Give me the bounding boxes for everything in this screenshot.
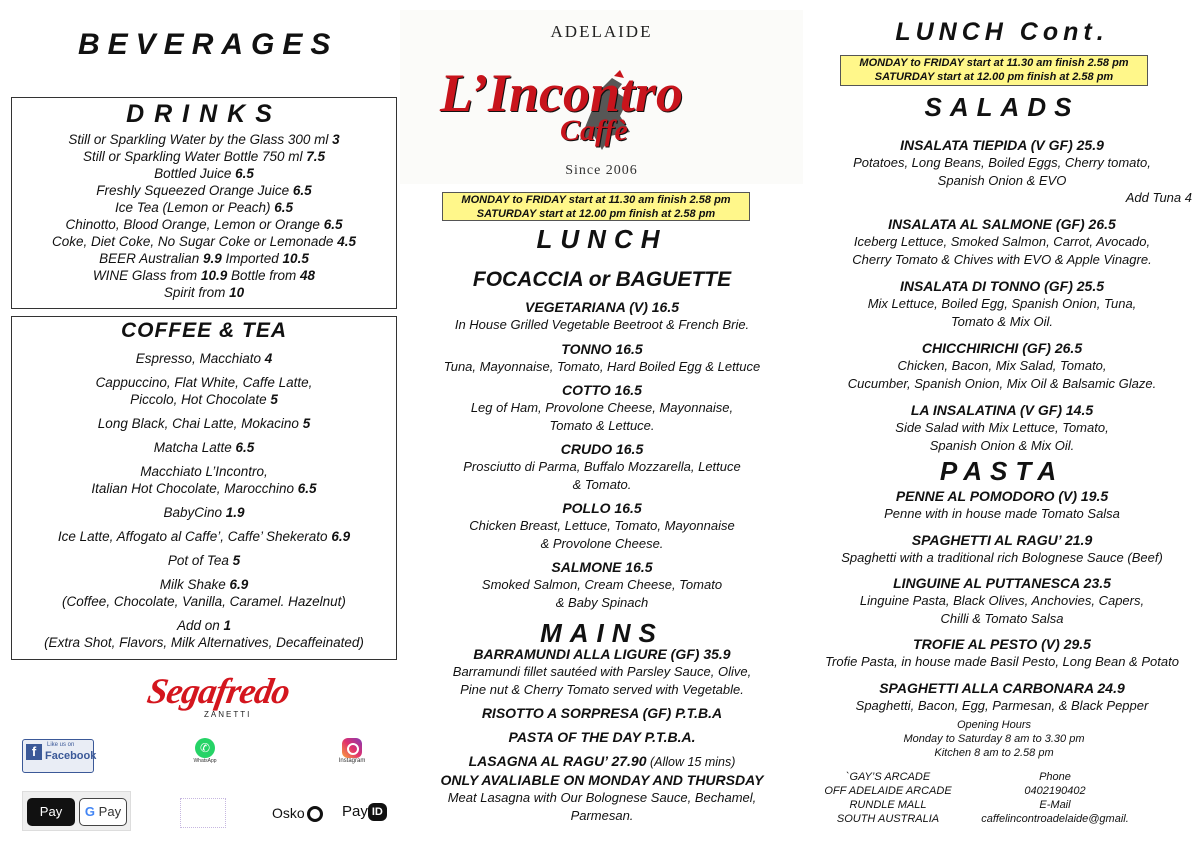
coffee-price: 6.5 bbox=[297, 481, 317, 496]
focaccia-desc: Prosciutto di Parma, Buffalo Mozzarella, Lettuce bbox=[463, 459, 741, 474]
mains-heading: MAINS bbox=[540, 618, 664, 648]
address-line: SOUTH AUSTRALIA bbox=[836, 813, 940, 825]
drink-item bbox=[12, 267, 396, 284]
pasta-item bbox=[804, 531, 1200, 567]
payment-box bbox=[22, 791, 131, 831]
coffee-tea-heading: COFFEE & TEA bbox=[120, 319, 287, 342]
opening-line-1: Monday to Saturday 8 am to 3.30 pm bbox=[903, 733, 1085, 745]
drink-item bbox=[12, 182, 396, 199]
address-line: RUNDLE MALL bbox=[849, 799, 927, 811]
focaccia-item bbox=[400, 298, 804, 334]
focaccia-desc: & Tomato. bbox=[572, 476, 632, 492]
facebook-badge[interactable] bbox=[22, 739, 97, 773]
lunch-cont-heading: LUNCH Cont. bbox=[895, 18, 1109, 46]
lunch-cont-column bbox=[804, 0, 1200, 848]
drinks-box bbox=[11, 97, 397, 309]
sponsor-name: Segafredo bbox=[144, 671, 293, 711]
drinks-list bbox=[12, 131, 396, 301]
coffee-line bbox=[12, 617, 396, 634]
coffee-price: 5 bbox=[232, 553, 241, 568]
apple-pay-label: Pay bbox=[39, 804, 63, 819]
pasta-title bbox=[804, 531, 1200, 549]
coffee-price: 5 bbox=[270, 392, 278, 407]
coffee-price: 4 bbox=[264, 351, 273, 366]
drink-name: BEER Australian bbox=[99, 251, 203, 266]
facebook-icon: f bbox=[26, 744, 42, 760]
main-name: BARRAMUNDI ALLA LIGURE (GF) 35.9 bbox=[473, 646, 731, 662]
drink-name-2: Imported bbox=[225, 251, 279, 266]
focaccia-name: POLLO 16.5 bbox=[562, 500, 642, 516]
salad-title bbox=[804, 277, 1200, 295]
focaccia-name: SALMONE 16.5 bbox=[551, 559, 653, 575]
coffee-name: Cappuccino, Flat White, Caffe Latte, bbox=[95, 375, 313, 390]
main-item bbox=[400, 728, 804, 746]
focaccia-title bbox=[400, 440, 804, 458]
drink-name-2: Bottle from bbox=[230, 268, 297, 283]
payid-label: Pay bbox=[342, 803, 368, 820]
main-item bbox=[400, 645, 804, 698]
pasta-title bbox=[804, 574, 1200, 592]
coffee-line bbox=[12, 552, 396, 569]
coffee-item bbox=[12, 374, 396, 408]
banner-saturday: SATURDAY start at 12.00 pm finish at 2.58 pm bbox=[874, 71, 1114, 83]
pasta-name: SPAGHETTI AL RAGU’ 21.9 bbox=[911, 531, 1093, 548]
drink-name: Coke, Diet Coke, No Sugar Coke or Lemonade bbox=[52, 234, 338, 249]
coffee-name: Ice Latte, Affogato al Caffe’, Caffe’ Shekerato bbox=[57, 529, 328, 544]
pasta-desc: Spaghetti with a traditional rich Bolognese Sauce (Beef) bbox=[841, 549, 1163, 565]
coffee-line bbox=[12, 374, 396, 391]
coffee-line-2 bbox=[12, 391, 396, 408]
pasta-title bbox=[804, 487, 1200, 505]
mini-map-image bbox=[180, 798, 226, 828]
main-title bbox=[400, 728, 804, 746]
drink-price: 6.5 bbox=[323, 217, 343, 232]
drink-name: Ice Tea (Lemon or Peach) bbox=[114, 200, 275, 215]
payid-badge bbox=[342, 803, 387, 821]
apple-pay-badge bbox=[27, 798, 75, 826]
main-title bbox=[400, 645, 804, 663]
drink-name: Freshly Squeezed Orange Juice bbox=[96, 183, 293, 198]
drink-item bbox=[12, 216, 396, 233]
whatsapp-badge[interactable] bbox=[190, 738, 220, 772]
main-desc: Meat Lasagna with Our Bolognese Sauce, Bechamel, bbox=[447, 790, 757, 805]
lunch-heading: LUNCH bbox=[536, 224, 668, 254]
drink-price: 6.5 bbox=[235, 166, 254, 181]
focaccia-item bbox=[400, 440, 804, 493]
pasta-desc: Chilli & Tomato Salsa bbox=[940, 610, 1064, 626]
focaccia-desc: Tomato & Lettuce. bbox=[549, 417, 655, 433]
coffee-item bbox=[12, 617, 396, 651]
email-label: E-Mail bbox=[1039, 799, 1071, 811]
contact-block bbox=[950, 770, 1160, 826]
main-name: LASAGNA AL RAGU’ 27.90 bbox=[468, 753, 647, 769]
drink-name: Bottled Juice bbox=[154, 166, 236, 181]
salad-desc: Tomato & Mix Oil. bbox=[950, 313, 1054, 329]
salad-desc: Chicken, Bacon, Mix Salad, Tomato, bbox=[897, 358, 1107, 373]
drink-item bbox=[12, 233, 396, 250]
coffee-name: Add on bbox=[176, 618, 220, 633]
focaccia-title bbox=[400, 558, 804, 576]
opening-line-2: Kitchen 8 am to 2.58 pm bbox=[934, 747, 1054, 759]
lunch-cont-hours-banner bbox=[840, 55, 1148, 86]
email-address[interactable]: caffelincontroadelaide@gmail. bbox=[981, 813, 1129, 825]
main-item bbox=[400, 704, 804, 722]
logo-caffe: Caffè bbox=[560, 114, 628, 147]
coffee-item bbox=[12, 415, 396, 432]
logo-city: ADELAIDE bbox=[550, 22, 653, 41]
lunch-hours-banner bbox=[442, 192, 750, 221]
opening-title: Opening Hours bbox=[957, 719, 1031, 731]
coffee-line bbox=[12, 439, 396, 456]
focaccia-desc: Smoked Salmon, Cream Cheese, Tomato bbox=[481, 577, 723, 592]
focaccia-item bbox=[400, 558, 804, 611]
pasta-title bbox=[804, 635, 1200, 653]
coffee-price: 6.9 bbox=[331, 529, 351, 544]
drink-item bbox=[12, 131, 396, 148]
drink-price: 6.5 bbox=[292, 183, 312, 198]
restaurant-logo bbox=[400, 10, 803, 184]
pasta-title bbox=[804, 679, 1200, 697]
pasta-desc: Linguine Pasta, Black Olives, Anchovies, Capers, bbox=[859, 593, 1145, 608]
coffee-name: Matcha Latte bbox=[153, 440, 232, 455]
salad-item bbox=[804, 136, 1200, 206]
focaccia-list bbox=[400, 298, 804, 617]
coffee-item bbox=[12, 350, 396, 367]
focaccia-desc: & Provolone Cheese. bbox=[540, 535, 664, 551]
coffee-price: 6.9 bbox=[229, 577, 249, 592]
salad-desc: Mix Lettuce, Boiled Egg, Spanish Onion, Tuna, bbox=[867, 296, 1137, 311]
drink-price: 10.9 bbox=[200, 268, 228, 283]
pasta-item bbox=[804, 574, 1200, 627]
focaccia-name: COTTO 16.5 bbox=[562, 382, 642, 398]
coffee-line bbox=[12, 415, 396, 432]
drink-item bbox=[12, 165, 396, 182]
whatsapp-label: WhatsApp bbox=[193, 758, 217, 764]
salad-title bbox=[804, 136, 1200, 154]
coffee-name-2: Italian Hot Chocolate, Marocchino bbox=[91, 481, 295, 496]
instagram-badge[interactable] bbox=[334, 738, 370, 772]
coffee-name: BabyCino bbox=[163, 505, 222, 520]
drink-name: WINE Glass from bbox=[92, 268, 201, 283]
coffee-item bbox=[12, 576, 396, 610]
pasta-name: PENNE AL POMODORO (V) 19.5 bbox=[895, 488, 1109, 504]
salads-list bbox=[804, 136, 1200, 463]
banner-saturday: SATURDAY start at 12.00 pm finish at 2.58 pm bbox=[476, 208, 716, 220]
focaccia-name: CRUDO 16.5 bbox=[560, 441, 644, 457]
logo-since: Since 2006 bbox=[565, 163, 638, 178]
drink-price: 7.5 bbox=[306, 149, 326, 164]
salad-name: INSALATA DI TONNO (GF) 25.5 bbox=[899, 278, 1105, 294]
drinks-heading: DRINKS bbox=[126, 100, 282, 128]
coffee-item bbox=[12, 552, 396, 569]
coffee-item bbox=[12, 528, 396, 545]
salad-extra: Add Tuna 4 bbox=[1125, 190, 1192, 205]
instagram-icon bbox=[342, 738, 362, 758]
pasta-name: TROFIE AL PESTO (V) 29.5 bbox=[913, 636, 1091, 652]
banner-weekday: MONDAY to FRIDAY start at 11.30 am finish 2.58 pm bbox=[859, 57, 1129, 69]
drink-price: 6.5 bbox=[274, 200, 294, 215]
focaccia-name: VEGETARIANA (V) 16.5 bbox=[524, 299, 680, 315]
drink-name: Still or Sparkling Water Bottle 750 ml bbox=[82, 149, 307, 164]
salad-name: INSALATA TIEPIDA (V GF) 25.9 bbox=[900, 137, 1104, 153]
coffee-item bbox=[12, 439, 396, 456]
focaccia-title bbox=[400, 381, 804, 399]
drink-item bbox=[12, 284, 396, 301]
opening-hours bbox=[874, 718, 1114, 760]
drink-price: 10 bbox=[229, 285, 245, 300]
main-subtitle: ONLY AVALIABLE ON MONDAY AND THURSDAY bbox=[440, 772, 764, 788]
address-line: OFF ADELAIDE ARCADE bbox=[824, 785, 952, 797]
google-pay-label: Pay bbox=[98, 804, 122, 819]
coffee-line-2 bbox=[12, 480, 396, 497]
pasta-item bbox=[804, 679, 1200, 715]
address-line: `GAY’S ARCADE bbox=[845, 771, 931, 783]
pasta-name: SPAGHETTI ALLA CARBONARA 24.9 bbox=[879, 679, 1125, 696]
salads-heading: SALADS bbox=[924, 92, 1080, 122]
drink-item bbox=[12, 199, 396, 216]
drink-price-2: 10.5 bbox=[282, 251, 309, 266]
drink-name: Chinotto, Blood Orange, Lemon or Orange bbox=[65, 217, 324, 232]
salad-item bbox=[804, 277, 1200, 330]
drink-price: 3 bbox=[332, 132, 340, 147]
pasta-desc: Trofie Pasta, in house made Basil Pesto, Long Bean & Potato bbox=[825, 654, 1179, 669]
main-name: PASTA OF THE DAY P.T.B.A. bbox=[508, 729, 696, 745]
drink-name: Spirit from bbox=[163, 285, 230, 300]
coffee-price: 5 bbox=[302, 416, 311, 431]
segafredo-logo bbox=[144, 670, 293, 720]
coffee-tea-list bbox=[12, 350, 396, 651]
coffee-line bbox=[12, 350, 396, 367]
coffee-name-2: (Coffee, Chocolate, Vanilla, Caramel. Hazelnut) bbox=[62, 594, 346, 609]
salad-name: LA INSALATINA (V GF) 14.5 bbox=[910, 402, 1094, 418]
pasta-item bbox=[804, 635, 1200, 671]
logo-name: L’Incontro bbox=[440, 63, 684, 123]
mains-list bbox=[400, 645, 804, 830]
focaccia-desc: Chicken Breast, Lettuce, Tomato, Mayonnaise bbox=[469, 518, 735, 533]
payid-icon: ID bbox=[368, 803, 387, 821]
pasta-name: LINGUINE AL PUTTANESCA 23.5 bbox=[893, 575, 1111, 591]
focaccia-desc: In House Grilled Vegetable Beetroot & French Brie. bbox=[454, 317, 750, 332]
salad-name: CHICCHIRICHI (GF) 26.5 bbox=[921, 340, 1083, 356]
focaccia-name: TONNO 16.5 bbox=[561, 340, 643, 357]
coffee-tea-box bbox=[11, 316, 397, 660]
banner-weekday: MONDAY to FRIDAY start at 11.30 am finish 2.58 pm bbox=[461, 194, 731, 206]
coffee-price: 1.9 bbox=[225, 505, 245, 520]
salad-item bbox=[804, 339, 1200, 392]
salad-desc: Cherry Tomato & Chives with EVO & Apple Vinagre. bbox=[852, 251, 1152, 267]
salad-title bbox=[804, 215, 1200, 233]
coffee-name-2: (Extra Shot, Flavors, Milk Alternatives, Decaffeinated) bbox=[44, 635, 364, 650]
focaccia-item bbox=[400, 381, 804, 434]
salad-desc: Spanish Onion & EVO bbox=[937, 172, 1067, 188]
salad-item bbox=[804, 401, 1200, 454]
coffee-name: Long Black, Chai Latte, Mokacino bbox=[97, 416, 299, 431]
osko-badge bbox=[272, 805, 323, 822]
focaccia-item bbox=[400, 340, 804, 376]
salad-title bbox=[804, 401, 1200, 419]
instagram-label: Instagram bbox=[338, 758, 366, 764]
coffee-line bbox=[12, 528, 396, 545]
focaccia-title bbox=[400, 340, 804, 358]
address-block bbox=[808, 770, 968, 826]
drink-price: 9.9 bbox=[202, 251, 222, 266]
main-item bbox=[400, 752, 804, 824]
focaccia-heading: FOCACCIA or BAGUETTE bbox=[472, 268, 732, 291]
drink-price-2: 48 bbox=[300, 268, 316, 283]
salad-desc: Potatoes, Long Beans, Boiled Eggs, Cherry tomato, bbox=[853, 155, 1151, 170]
focaccia-title bbox=[400, 298, 804, 316]
drink-name: Still or Sparkling Water by the Glass 300 ml bbox=[68, 132, 333, 147]
lunch-column bbox=[400, 0, 804, 848]
focaccia-desc: Tuna, Mayonnaise, Tomato, Hard Boiled Egg & Lettuce bbox=[443, 358, 761, 374]
pasta-desc: Spaghetti, Bacon, Egg, Parmesan, & Black Pepper bbox=[855, 697, 1149, 713]
pasta-heading: PASTA bbox=[939, 456, 1065, 486]
osko-label: Osko bbox=[272, 805, 305, 821]
main-desc: Pine nut & Cherry Tomato served with Vegetable. bbox=[460, 681, 744, 697]
beverages-title: BEVERAGES bbox=[78, 28, 339, 61]
main-name: RISOTTO A SORPRESA (GF) P.T.B.A bbox=[481, 705, 723, 721]
phone-label: Phone bbox=[1039, 771, 1071, 783]
coffee-line bbox=[12, 576, 396, 593]
salad-title bbox=[804, 339, 1200, 357]
coffee-item bbox=[12, 504, 396, 521]
pasta-list bbox=[804, 487, 1200, 722]
main-title bbox=[400, 752, 804, 771]
whatsapp-icon: ✆ bbox=[195, 738, 215, 758]
coffee-name: Milk Shake bbox=[159, 577, 226, 592]
drink-price: 4.5 bbox=[337, 234, 356, 249]
coffee-line bbox=[12, 504, 396, 521]
salad-item bbox=[804, 215, 1200, 268]
coffee-name: Espresso, Macchiato bbox=[135, 351, 262, 366]
coffee-line bbox=[12, 463, 396, 480]
beverages-column bbox=[0, 0, 400, 848]
facebook-text: Facebook bbox=[45, 750, 97, 762]
phone-number[interactable]: 0402190402 bbox=[1024, 785, 1086, 797]
coffee-line-2 bbox=[12, 593, 396, 610]
focaccia-desc: & Baby Spinach bbox=[555, 594, 649, 610]
drink-item bbox=[12, 250, 396, 267]
salad-desc: Cucumber, Spanish Onion, Mix Oil & Balsamic Glaze. bbox=[847, 375, 1157, 391]
coffee-name-2: Piccolo, Hot Chocolate bbox=[130, 392, 267, 407]
focaccia-desc: Leg of Ham, Provolone Cheese, Mayonnaise, bbox=[470, 400, 734, 415]
pasta-desc: Penne with in house made Tomato Salsa bbox=[884, 506, 1120, 521]
coffee-line-2 bbox=[12, 634, 396, 651]
facebook-small-text: Like us on bbox=[47, 742, 75, 748]
coffee-price: 6.5 bbox=[235, 440, 255, 455]
drink-item bbox=[12, 148, 396, 165]
main-desc: Parmesan. bbox=[570, 807, 634, 823]
main-title bbox=[400, 704, 804, 722]
main-note: (Allow 15 mins) bbox=[646, 755, 736, 769]
pasta-item bbox=[804, 487, 1200, 523]
google-icon: G bbox=[84, 804, 96, 819]
salad-desc: Side Salad with Mix Lettuce, Tomato, bbox=[895, 420, 1109, 435]
focaccia-item bbox=[400, 499, 804, 552]
focaccia-title bbox=[400, 499, 804, 517]
coffee-item bbox=[12, 463, 396, 497]
coffee-name: Macchiato L’Incontro, bbox=[140, 464, 268, 479]
sponsor-sub: ZANETTI bbox=[204, 710, 252, 719]
google-pay-badge bbox=[79, 798, 127, 826]
osko-icon bbox=[307, 806, 323, 822]
salad-desc: Iceberg Lettuce, Smoked Salmon, Carrot, Avocado, bbox=[853, 234, 1151, 249]
coffee-price: 1 bbox=[223, 618, 232, 633]
coffee-name: Pot of Tea bbox=[167, 553, 229, 568]
salad-name: INSALATA AL SALMONE (GF) 26.5 bbox=[888, 216, 1116, 232]
salad-desc: Spanish Onion & Mix Oil. bbox=[929, 437, 1075, 453]
main-desc: Barramundi fillet sautéed with Parsley Sauce, Olive, bbox=[452, 664, 752, 679]
